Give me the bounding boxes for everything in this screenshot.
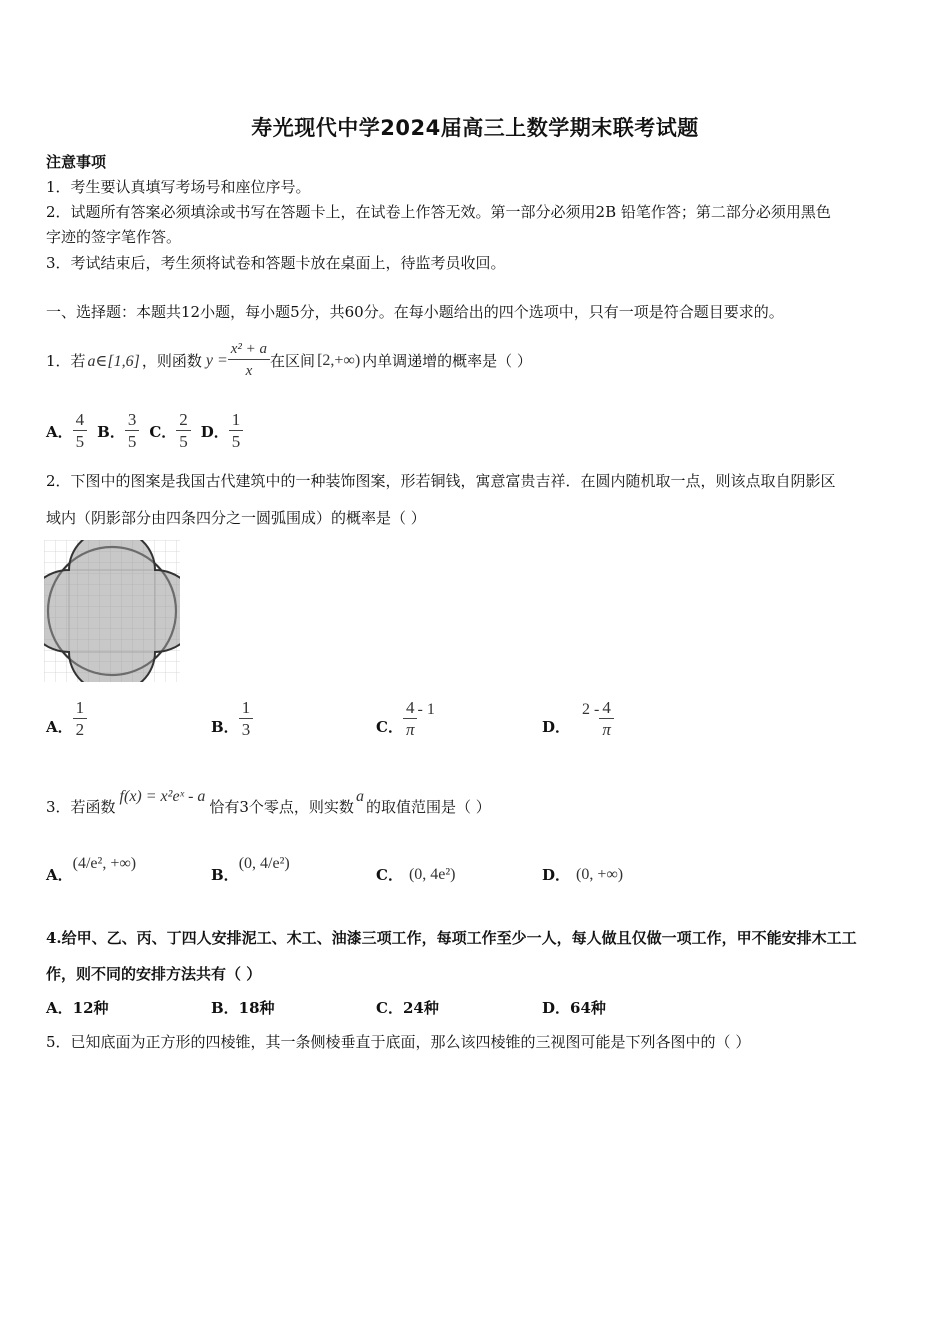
q1-option-b-label: B．: [97, 423, 125, 441]
coin-pattern-figure: [44, 540, 180, 682]
q3-function: f(x) = x²eˣ - a: [119, 788, 206, 805]
q3-variable: a: [355, 788, 364, 805]
q4-line-2: 作，则不同的安排方法共有（ ）: [46, 965, 262, 983]
q2-option-b-num: 1: [241, 698, 251, 717]
q2-option-d-label: D．: [542, 718, 571, 736]
q2-option-a: [46, 698, 87, 741]
notice-item-2-cont: 字迹的签字笔作答。: [46, 228, 182, 246]
q4-option-c: C．24种: [376, 999, 439, 1017]
q1-option-c-num: 2: [179, 410, 188, 429]
q3-option-b: [211, 842, 290, 885]
q3-option-d-value: (0, +∞): [576, 865, 624, 883]
q1-prefix: 1．若: [46, 352, 86, 370]
question-5: 5．已知底面为正方形的四棱锥，其一条侧棱垂直于底面，那么该四棱锥的三视图可能是下列各图中的（ ）: [46, 1033, 751, 1051]
notice-item-1: 1．考生要认真填写考场号和座位序号。: [46, 178, 311, 196]
page-title: 寿光现代中学2024届高三上数学期末联考试题: [251, 116, 699, 140]
q2-line-2: 域内（阴影部分由四条四分之一圆弧围成）的概率是（ ）: [46, 509, 426, 527]
q2-option-c-post: - 1: [417, 700, 435, 718]
q1-option-a-value: [73, 410, 88, 453]
q2-option-b: [211, 698, 253, 741]
q3-mid: 恰有3个零点，则实数: [209, 798, 354, 816]
q4-option-b: B．18种: [211, 999, 275, 1017]
q3-suffix: 的取值范围是（ ）: [365, 798, 491, 816]
q1-option-b-value: [125, 410, 140, 453]
q1-option-a-den: 5: [73, 430, 88, 453]
q1-func-numerator: x² + a: [230, 341, 268, 357]
q3-option-a: [46, 842, 136, 885]
q4-option-d: D．64种: [542, 999, 606, 1017]
q2-option-c-label: C．: [376, 718, 403, 736]
q2-option-b-fraction: [239, 698, 254, 741]
q2-option-d-fraction: [599, 698, 614, 741]
q4-line-1: 4.给甲、乙、丙、丁四人安排泥工、木工、油漆三项工作，每项工作至少一人，每人做且仅做一项工作，甲不能安排木工工: [46, 929, 857, 947]
q1-option-c-value: [176, 410, 191, 453]
q1-mid2: 在区间: [270, 352, 316, 370]
q2-option-b-label: B．: [211, 718, 239, 736]
q1-option-c-den: 5: [176, 430, 191, 453]
q1-option-b-den: 5: [125, 430, 140, 453]
q1-options: [46, 410, 243, 453]
section-heading: 一、选择题：本题共12小题，每小题5分，共60分。在每小题给出的四个选项中，只有一项是符合题目要求的。: [46, 303, 784, 321]
q2-option-c-num: 4: [405, 698, 415, 717]
q3-option-b-label: B．: [211, 866, 239, 884]
q1-func-denominator: x: [228, 359, 270, 382]
q2-option-d-den: π: [599, 718, 614, 741]
q2-option-d: [542, 698, 614, 741]
q2-option-a-den: 2: [73, 718, 88, 741]
q2-option-c-den: π: [403, 718, 418, 741]
q2-option-a-label: A．: [46, 718, 73, 736]
q3-option-a-value: (4/e², +∞): [72, 854, 137, 872]
notice-item-3: 3．考试结束后，考生须将试卷和答题卡放在桌面上，待监考员收回。: [46, 254, 506, 272]
q2-option-b-den: 3: [239, 718, 254, 741]
q1-func-lhs: y =: [205, 351, 228, 369]
q1-interval: [2,+∞): [317, 351, 361, 369]
q3-options: [46, 842, 846, 892]
q3-option-d-label: D．: [542, 866, 571, 884]
q2-options: [46, 698, 846, 750]
q1-func-fraction: [228, 339, 270, 382]
q3-option-d: [542, 842, 623, 885]
q1-condition: a∈[1,6]: [87, 352, 140, 370]
q3-option-a-label: A．: [46, 866, 73, 884]
q1-option-d-value: [229, 410, 244, 453]
q2-option-a-num: 1: [75, 698, 85, 717]
q1-option-d-den: 5: [229, 430, 244, 453]
q1-option-b-num: 3: [127, 410, 137, 429]
q2-option-d-pre: 2 -: [582, 700, 600, 718]
q1-option-c-label: C．: [149, 423, 177, 441]
q1-option-d-num: 1: [231, 410, 241, 429]
question-1: [46, 339, 532, 382]
q3-option-c-label: C．: [376, 866, 403, 884]
question-3: [46, 788, 491, 817]
q3-option-b-value: (0, 4/e²): [238, 854, 290, 872]
q2-option-a-fraction: [73, 698, 88, 741]
q1-mid: ，则函数: [141, 352, 202, 370]
q1-option-a-label: A．: [46, 423, 73, 441]
q3-option-c-value: (0, 4e²): [408, 865, 456, 883]
q2-option-d-num: 4: [602, 698, 611, 717]
q3-option-c: [376, 842, 456, 885]
q1-option-d-label: D．: [200, 423, 229, 441]
notice-item-2: 2．试题所有答案必须填涂或书写在答题卡上，在试卷上作答无效。第一部分必须用2B 铅笔作答；第二部分必须用黑色: [46, 203, 831, 221]
q2-option-c-fraction: [403, 698, 418, 741]
q1-option-a-num: 4: [75, 410, 85, 429]
q2-option-c: [376, 698, 435, 741]
notice-heading: 注意事项: [46, 153, 107, 171]
q3-prefix: 3．若函数: [46, 798, 116, 816]
q1-suffix: 内单调递增的概率是（ ）: [362, 352, 532, 370]
q4-option-a: A．12种: [46, 999, 109, 1017]
q2-line-1: 2．下图中的图案是我国古代建筑中的一种装饰图案，形若铜钱，寓意富贵吉祥．在圆内随机取一点，则该点取自阴影区: [46, 472, 836, 490]
